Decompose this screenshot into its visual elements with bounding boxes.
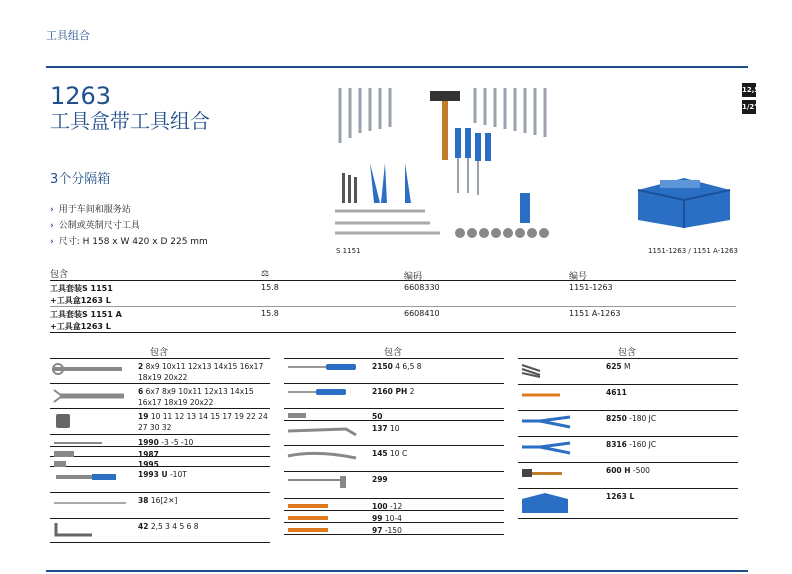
list-item[interactable]	[50, 493, 270, 519]
product-number: 1263	[50, 82, 112, 110]
list-item[interactable]	[284, 446, 504, 472]
list-item[interactable]	[50, 457, 270, 467]
item-description	[372, 423, 507, 434]
item-description	[372, 361, 507, 372]
feeler-gauge-icon	[520, 361, 600, 386]
breadcrumb: 工具组合	[46, 29, 90, 42]
tool-set-image	[330, 83, 560, 246]
item-sizes: 2	[407, 387, 415, 396]
item-description	[138, 469, 273, 480]
list-item[interactable]	[284, 499, 504, 511]
phillips-screwdriver-icon	[286, 386, 366, 411]
item-number: 8250	[606, 414, 627, 423]
item-number: 8316	[606, 440, 627, 449]
bottom-divider	[46, 570, 748, 572]
table-row[interactable]	[50, 307, 736, 333]
item-sizes: -160 JC	[626, 440, 657, 449]
row-number: 1151-1263	[569, 283, 613, 292]
item-number: 100	[372, 502, 388, 511]
sockets-icon	[455, 228, 549, 238]
column-header: 包含	[50, 345, 270, 359]
contents-column-2	[284, 345, 504, 535]
hammer-icon	[520, 465, 600, 490]
item-sizes: 6x7 8x9 10x11 12x13 14x15 16x17 18x19 20x22	[138, 387, 254, 407]
weight-icon: ⚖	[261, 269, 270, 279]
item-description	[138, 361, 273, 383]
contents-line: 工具套装S 1151 A	[50, 310, 122, 319]
item-number: 137	[372, 424, 388, 433]
column-header: 包含	[284, 345, 504, 359]
row-code: 6608410	[404, 309, 440, 318]
item-sizes: -180 JC	[626, 414, 657, 423]
item-sizes: -500	[630, 466, 650, 475]
ratchet-icon	[52, 469, 132, 494]
item-number: 299	[372, 475, 388, 484]
item-number: 1987	[138, 450, 159, 459]
screwdriver-bit-icon	[52, 495, 132, 520]
item-sizes: 10 C	[387, 449, 408, 458]
list-item[interactable]	[284, 409, 504, 421]
table-row[interactable]	[50, 281, 736, 307]
row-weight: 15.8	[261, 309, 279, 318]
list-item[interactable]	[50, 384, 270, 409]
item-description	[372, 474, 507, 485]
item-description	[606, 361, 741, 372]
combination-pliers-icon	[520, 413, 600, 438]
item-sizes: 4 6,5 8	[392, 362, 422, 371]
drive-size-badge: 12,5	[742, 83, 756, 97]
hex-keys-icon	[342, 173, 357, 203]
product-subtitle: 3个分隔箱	[50, 172, 111, 187]
product-table	[50, 267, 736, 333]
item-number: 19	[138, 412, 149, 421]
combination-wrench-icon	[52, 361, 132, 386]
item-description	[606, 413, 741, 424]
pliers-icon	[370, 163, 411, 203]
list-item[interactable]	[50, 409, 270, 435]
list-item[interactable]	[50, 519, 270, 543]
header-number: 编号	[569, 272, 588, 282]
contents-list	[50, 359, 270, 543]
list-item[interactable]	[284, 384, 504, 409]
item-description	[606, 465, 741, 476]
feature-list	[50, 202, 208, 250]
item-number: 97	[372, 526, 383, 535]
item-description	[606, 439, 741, 450]
contents-list	[518, 359, 738, 519]
box-image-label: 1151-1263 / 1151 A-1263	[648, 247, 738, 255]
list-item[interactable]	[518, 489, 738, 519]
hammer-head-icon	[430, 91, 460, 101]
item-description	[138, 495, 273, 506]
flat-screwdriver-icon	[286, 361, 366, 386]
contents-line: 工具套装S 1151	[50, 284, 113, 293]
row-contents	[50, 283, 113, 307]
feature-item: › 公制或英制尺寸工具	[50, 218, 208, 234]
list-item[interactable]	[284, 523, 504, 535]
list-item[interactable]	[518, 385, 738, 411]
list-item[interactable]	[50, 467, 270, 493]
item-number: 2160 PH	[372, 387, 408, 396]
voltage-tester-icon	[520, 387, 600, 412]
list-item[interactable]	[284, 511, 504, 523]
item-sizes: 10 11 12 13 14 15 17 19 22 24 27 30 32	[138, 412, 268, 432]
item-number: 4611	[606, 388, 627, 397]
item-sizes: -10T	[167, 470, 187, 479]
hammer-handle-icon	[442, 95, 448, 160]
list-item[interactable]	[284, 472, 504, 499]
item-number: 50	[372, 412, 383, 421]
list-item[interactable]	[50, 359, 270, 384]
side-cutter-icon	[520, 439, 600, 464]
item-sizes: -150	[382, 526, 402, 535]
item-sizes: 2,5 3 4 5 6 8	[148, 522, 199, 531]
item-description	[138, 411, 273, 433]
list-item[interactable]	[518, 463, 738, 489]
item-number: 42	[138, 522, 149, 531]
toolbox-image	[630, 170, 738, 230]
item-sizes: 10	[387, 424, 400, 433]
column-header: 包含	[518, 345, 738, 359]
item-description	[606, 387, 741, 398]
item-description	[372, 386, 507, 397]
water-pump-pliers-icon	[286, 448, 366, 473]
item-number: 1990	[138, 438, 159, 447]
drive-inch-badge: 1/2"	[742, 100, 756, 114]
hex-key-icon	[52, 521, 132, 546]
list-item[interactable]	[284, 359, 504, 384]
ratchet-icon	[520, 193, 530, 223]
list-item[interactable]	[50, 447, 270, 457]
contents-column-3	[518, 345, 738, 519]
contents-column-1	[50, 345, 270, 543]
row-number: 1151 A-1263	[569, 309, 621, 318]
product-title: 工具盒带工具组合	[50, 109, 210, 133]
item-number: 1993 U	[138, 470, 168, 479]
item-description	[606, 491, 741, 502]
row-contents	[50, 309, 122, 333]
row-weight: 15.8	[261, 283, 279, 292]
list-item[interactable]	[284, 421, 504, 446]
item-sizes: M	[621, 362, 631, 371]
contents-line: +工具盒1263 L	[50, 296, 111, 305]
item-number: 99	[372, 514, 383, 523]
item-number: 2	[138, 362, 144, 371]
socket-icon	[52, 411, 132, 436]
contents-list	[284, 359, 504, 535]
item-number: 1263 L	[606, 492, 635, 501]
item-number: 145	[372, 449, 388, 458]
item-number: 2150	[372, 362, 393, 371]
item-sizes: 10-4	[382, 514, 402, 523]
item-description	[138, 521, 273, 532]
item-number: 625	[606, 362, 622, 371]
item-sizes: 8x9 10x11 12x13 14x15 16x17 18x19 20x22	[138, 362, 264, 382]
list-item[interactable]	[518, 437, 738, 463]
item-sizes: 16[2✕]	[148, 496, 178, 505]
item-description	[372, 525, 507, 536]
hacksaw-icon	[286, 474, 366, 499]
table-header	[50, 267, 736, 281]
locking-pliers-icon	[286, 423, 366, 448]
item-number: 600 H	[606, 466, 631, 475]
list-item[interactable]	[50, 435, 270, 447]
row-code: 6608330	[404, 283, 440, 292]
set-image-label: S 1151	[336, 247, 361, 255]
top-divider	[46, 66, 748, 68]
feature-item: › 尺寸: H 158 x W 420 x D 225 mm	[50, 234, 208, 250]
item-number: 6	[138, 387, 144, 396]
item-number: 38	[138, 496, 149, 505]
list-item[interactable]	[518, 359, 738, 385]
item-sizes: -3 -5 -10	[158, 438, 194, 447]
header-code: 编码	[404, 272, 423, 282]
open-end-wrench-icon	[52, 386, 132, 411]
item-description	[372, 448, 507, 459]
item-number: 1995	[138, 460, 159, 469]
screwdriver-row-icon	[455, 128, 491, 161]
file-icon	[286, 525, 366, 550]
header-contents: 包含	[50, 270, 69, 280]
toolbox-icon	[520, 491, 600, 516]
item-description	[138, 386, 273, 408]
contents-line: +工具盒1263 L	[50, 322, 111, 331]
feature-item: › 用于车间和服务站	[50, 202, 208, 218]
item-sizes: -12	[387, 502, 403, 511]
list-item[interactable]	[518, 411, 738, 437]
